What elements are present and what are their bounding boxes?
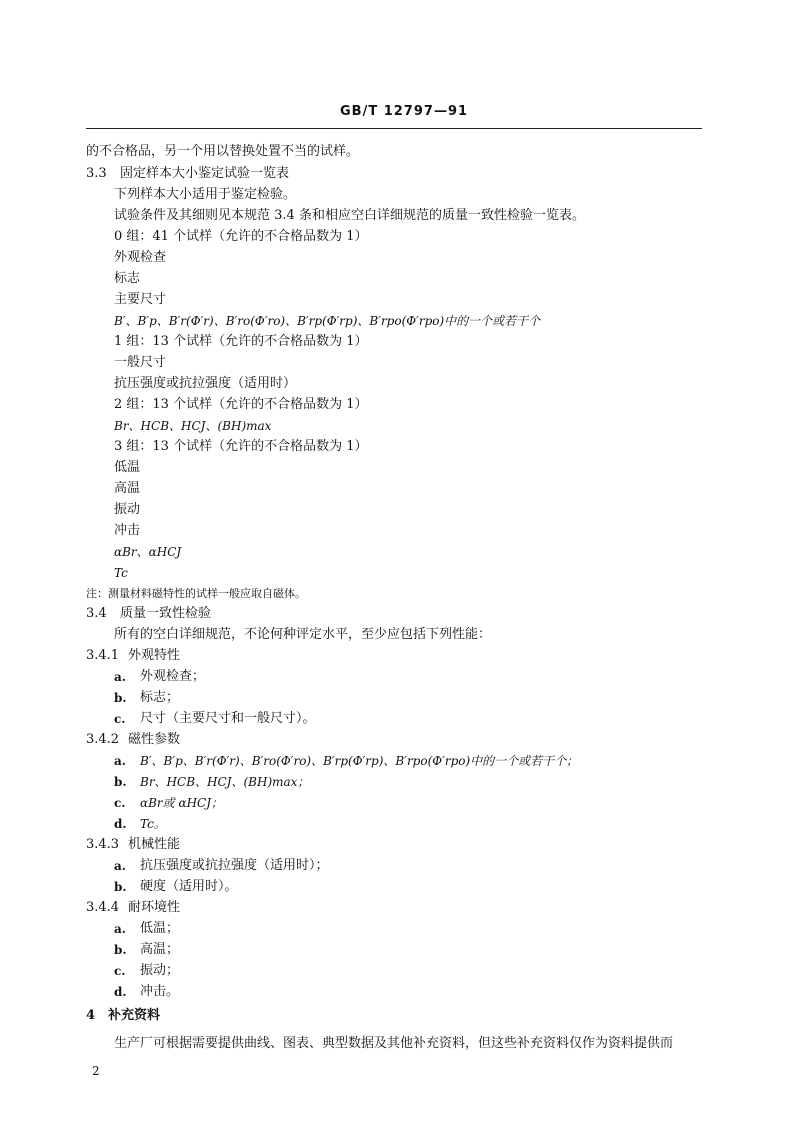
list-marker: a.: [114, 754, 126, 768]
list-item: 硬度（适用时）。: [140, 879, 238, 894]
section-3-4-title: 质量一致性检验: [120, 606, 212, 621]
section-3-3-title: 固定样本大小鉴定试验一览表: [120, 166, 290, 181]
section-3-4-3-number: 3.4.3: [86, 837, 120, 852]
note: 注：测量材料磁特性的试样一般应取自磁体。: [86, 587, 306, 600]
list-item-formula: αBr、αHCJ: [114, 545, 182, 559]
list-marker: d.: [114, 985, 127, 999]
list-item: 低温；: [140, 921, 180, 936]
section-3-3-number: 3.3: [86, 166, 107, 181]
list-item-formula: Br、HCB、HCJ、(BH)max: [114, 419, 272, 433]
list-marker: a.: [114, 922, 126, 936]
section-3-4-1-title: 外观特性: [128, 648, 181, 663]
paragraph: 所有的空白详细规范，不论何种评定水平，至少应包括下列性能：: [114, 627, 492, 642]
list-marker: b.: [114, 691, 127, 705]
section-3-4-3-title: 机械性能: [128, 837, 181, 852]
list-marker: b.: [114, 775, 127, 789]
list-item: 高温: [114, 481, 141, 496]
list-item: 高温；: [140, 942, 180, 957]
list-item-formula: B′、B′p、B′r(Φ′r)、B′ro(Φ′ro)、B′rp(Φ′rp)、B′rpo(Φ′rpo)中的一个或若干个；: [140, 754, 579, 768]
list-item: 一般尺寸: [114, 355, 167, 370]
section-4-title: 补充资料: [108, 1008, 161, 1023]
group-0-heading: 0 组：41 个试样（允许的不合格品数为 1）: [114, 229, 368, 244]
list-item: 低温: [114, 460, 141, 475]
header-rule: [86, 128, 702, 129]
list-item: 冲击。: [140, 984, 180, 999]
list-item: 尺寸（主要尺寸和一般尺寸）。: [140, 711, 316, 726]
list-marker: a.: [114, 670, 126, 684]
section-3-4-4-number: 3.4.4: [86, 900, 120, 915]
section-3-4-2-number: 3.4.2: [86, 732, 120, 747]
list-marker: c.: [114, 712, 126, 726]
paragraph: 下列样本大小适用于鉴定检验。: [114, 187, 297, 202]
list-item-formula: Tc: [114, 566, 128, 580]
list-marker: c.: [114, 964, 126, 978]
list-item-formula: αBr或 αHCJ；: [140, 796, 224, 810]
section-3-4-number: 3.4: [86, 606, 107, 621]
section-3-4-2-title: 磁性参数: [128, 732, 181, 747]
list-item: 抗压强度或抗拉强度（适用时）；: [140, 858, 329, 873]
standard-number: GB/T 12797—91: [340, 104, 469, 119]
list-marker: a.: [114, 859, 126, 873]
group-3-heading: 3 组：13 个试样（允许的不合格品数为 1）: [114, 439, 368, 454]
list-item: 冲击: [114, 523, 141, 538]
paragraph: 试验条件及其细则见本规范 3.4 条和相应空白详细规范的质量一致性检验一览表。: [114, 208, 585, 223]
list-item-formula: B′、B′p、B′r(Φ′r)、B′ro(Φ′ro)、B′rp(Φ′rp)、B′rpo(Φ′rpo)中的一个或若干个: [114, 314, 541, 328]
group-1-heading: 1 组：13 个试样（允许的不合格品数为 1）: [114, 334, 368, 349]
list-item-formula: Tc。: [140, 817, 166, 831]
paragraph: 生产厂可根据需要提供曲线、图表、典型数据及其他补充资料，但这些补充资料仅作为资料提供而: [114, 1036, 674, 1051]
continuation-text: 的不合格品，另一个用以替换处置不当的试样。: [86, 144, 360, 159]
list-item: 标志: [114, 271, 141, 286]
list-marker: b.: [114, 880, 127, 894]
section-4-number: 4: [86, 1008, 96, 1023]
list-item-formula: Br、HCB、HCJ、(BH)max；: [140, 775, 310, 789]
section-3-4-1-number: 3.4.1: [86, 648, 120, 663]
list-item: 标志；: [140, 690, 180, 705]
list-marker: c.: [114, 796, 126, 810]
list-item: 振动: [114, 502, 141, 517]
list-item: 外观检查；: [140, 669, 206, 684]
list-item: 振动；: [140, 963, 180, 978]
list-marker: d.: [114, 817, 127, 831]
list-item: 外观检查: [114, 250, 167, 265]
group-2-heading: 2 组：13 个试样（允许的不合格品数为 1）: [114, 397, 368, 412]
list-marker: b.: [114, 943, 127, 957]
list-item: 抗压强度或抗拉强度（适用时）: [114, 376, 297, 391]
section-3-4-4-title: 耐环境性: [128, 900, 181, 915]
list-item: 主要尺寸: [114, 292, 167, 307]
page-number: 2: [92, 1064, 100, 1078]
